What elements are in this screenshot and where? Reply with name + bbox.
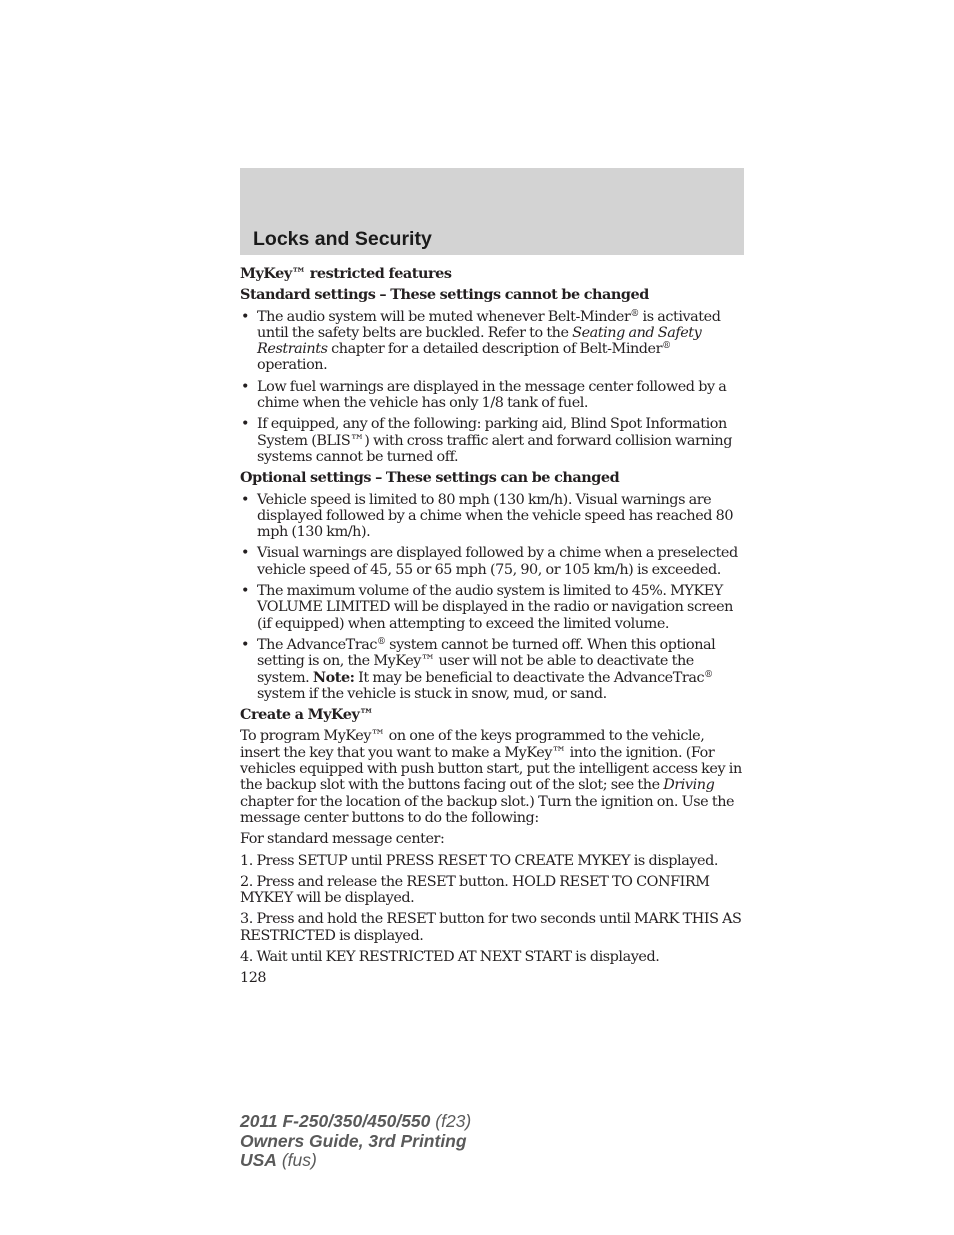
restricted-features-heading: MyKey™ restricted features	[240, 265, 452, 282]
bullet-icon: •	[241, 378, 250, 395]
step-item: 1. Press SETUP until PRESS RESET TO CREATE MYKEY is displayed.	[240, 852, 718, 869]
optional-settings-heading: Optional settings – These settings can be changed	[240, 469, 620, 487]
registered-mark: ®	[704, 669, 713, 680]
standard-settings-heading: Standard settings – These settings cannot be changed	[240, 286, 649, 304]
list-item: • Visual warnings are displayed followed by a chime when a preselected vehicle speed of 45, 55 or 65 mph (75, 90, or 105 km/h) is exceeded.	[241, 545, 738, 578]
optional-settings-list	[240, 492, 744, 703]
registered-mark: ®	[630, 308, 639, 319]
step-item: 2. Press and release the RESET button. HOLD RESET TO CONFIRM MYKEY will be displayed.	[240, 873, 710, 907]
footer-line-edition: Owners Guide, 3rd Printing	[240, 1130, 467, 1151]
chapter-reference: Seating and Safety Restraints	[257, 324, 702, 358]
document-footer	[240, 1112, 471, 1171]
footer-line-model: 2011 F-250/350/450/550 (f23)	[240, 1111, 472, 1131]
bullet-icon: •	[241, 491, 250, 508]
list-item: • The maximum volume of the audio system is limited to 45%. MYKEY VOLUME LIMITED will be displayed in the radio or navigation screen (if equipped) when attempting to exceed the limited volume.	[241, 583, 733, 632]
page-content	[240, 266, 744, 987]
list-item: • Vehicle speed is limited to 80 mph (130 km/h). Visual warnings are displayed followed by a chime when the vehicle speed has reached 80 mph (130 km/h).	[241, 491, 734, 541]
create-mykey-heading: Create a MyKey™	[240, 706, 374, 724]
standard-message-center-label: For standard message center:	[240, 831, 445, 848]
section-title: Locks and Security	[253, 228, 432, 250]
list-item: • Low fuel warnings are displayed in the message center followed by a chime when the vehicle has only 1/8 tank of fuel.	[241, 378, 727, 412]
list-item: • The AdvanceTrac® system cannot be turned off. When this optional setting is on, the MyKey™ user will not be able to deactivate the system. Note: It may be beneficial to deactivate the AdvanceTrac® system if the vehicle is stuck in snow, mud, or sand.	[241, 636, 716, 702]
bullet-icon: •	[241, 636, 250, 653]
chapter-reference: Driving	[663, 777, 715, 794]
page-number: 128	[240, 970, 267, 987]
bullet-icon: •	[241, 583, 250, 600]
section-header-band	[240, 168, 744, 255]
bullet-icon: •	[241, 416, 250, 433]
step-item: 4. Wait until KEY RESTRICTED AT NEXT START is displayed.	[240, 948, 660, 965]
footer-line-region: USA (fus)	[240, 1150, 317, 1170]
note-label: Note:	[312, 668, 355, 686]
list-item: • The audio system will be muted whenever Belt-Minder® is activated until the safety belts are buckled. Refer to the Seating and Safety Restraints chapter for a detailed description of Belt-Minder® operation.	[241, 308, 721, 374]
create-mykey-intro: To program MyKey™ on one of the keys programmed to the vehicle, insert the key that you want to make a MyKey™ into the ignition. (For vehicles equipped with push button start, put the intelligent access key in the backup slot with the buttons facing out of the slot; see the Driving chapter for the location of the backup slot.) Turn the ignition on. Use the message center buttons to do the following:	[240, 728, 742, 826]
bullet-icon: •	[241, 308, 250, 325]
step-item: 3. Press and hold the RESET button for two seconds until MARK THIS AS RESTRICTED is displayed.	[240, 911, 742, 944]
list-item: • If equipped, any of the following: parking aid, Blind Spot Information System (BLIS™) with cross traffic alert and forward collision warning systems cannot be turned off.	[241, 416, 732, 465]
registered-mark: ®	[376, 636, 386, 647]
registered-mark: ®	[662, 341, 671, 352]
bullet-icon: •	[241, 545, 250, 562]
standard-settings-list	[240, 309, 744, 466]
